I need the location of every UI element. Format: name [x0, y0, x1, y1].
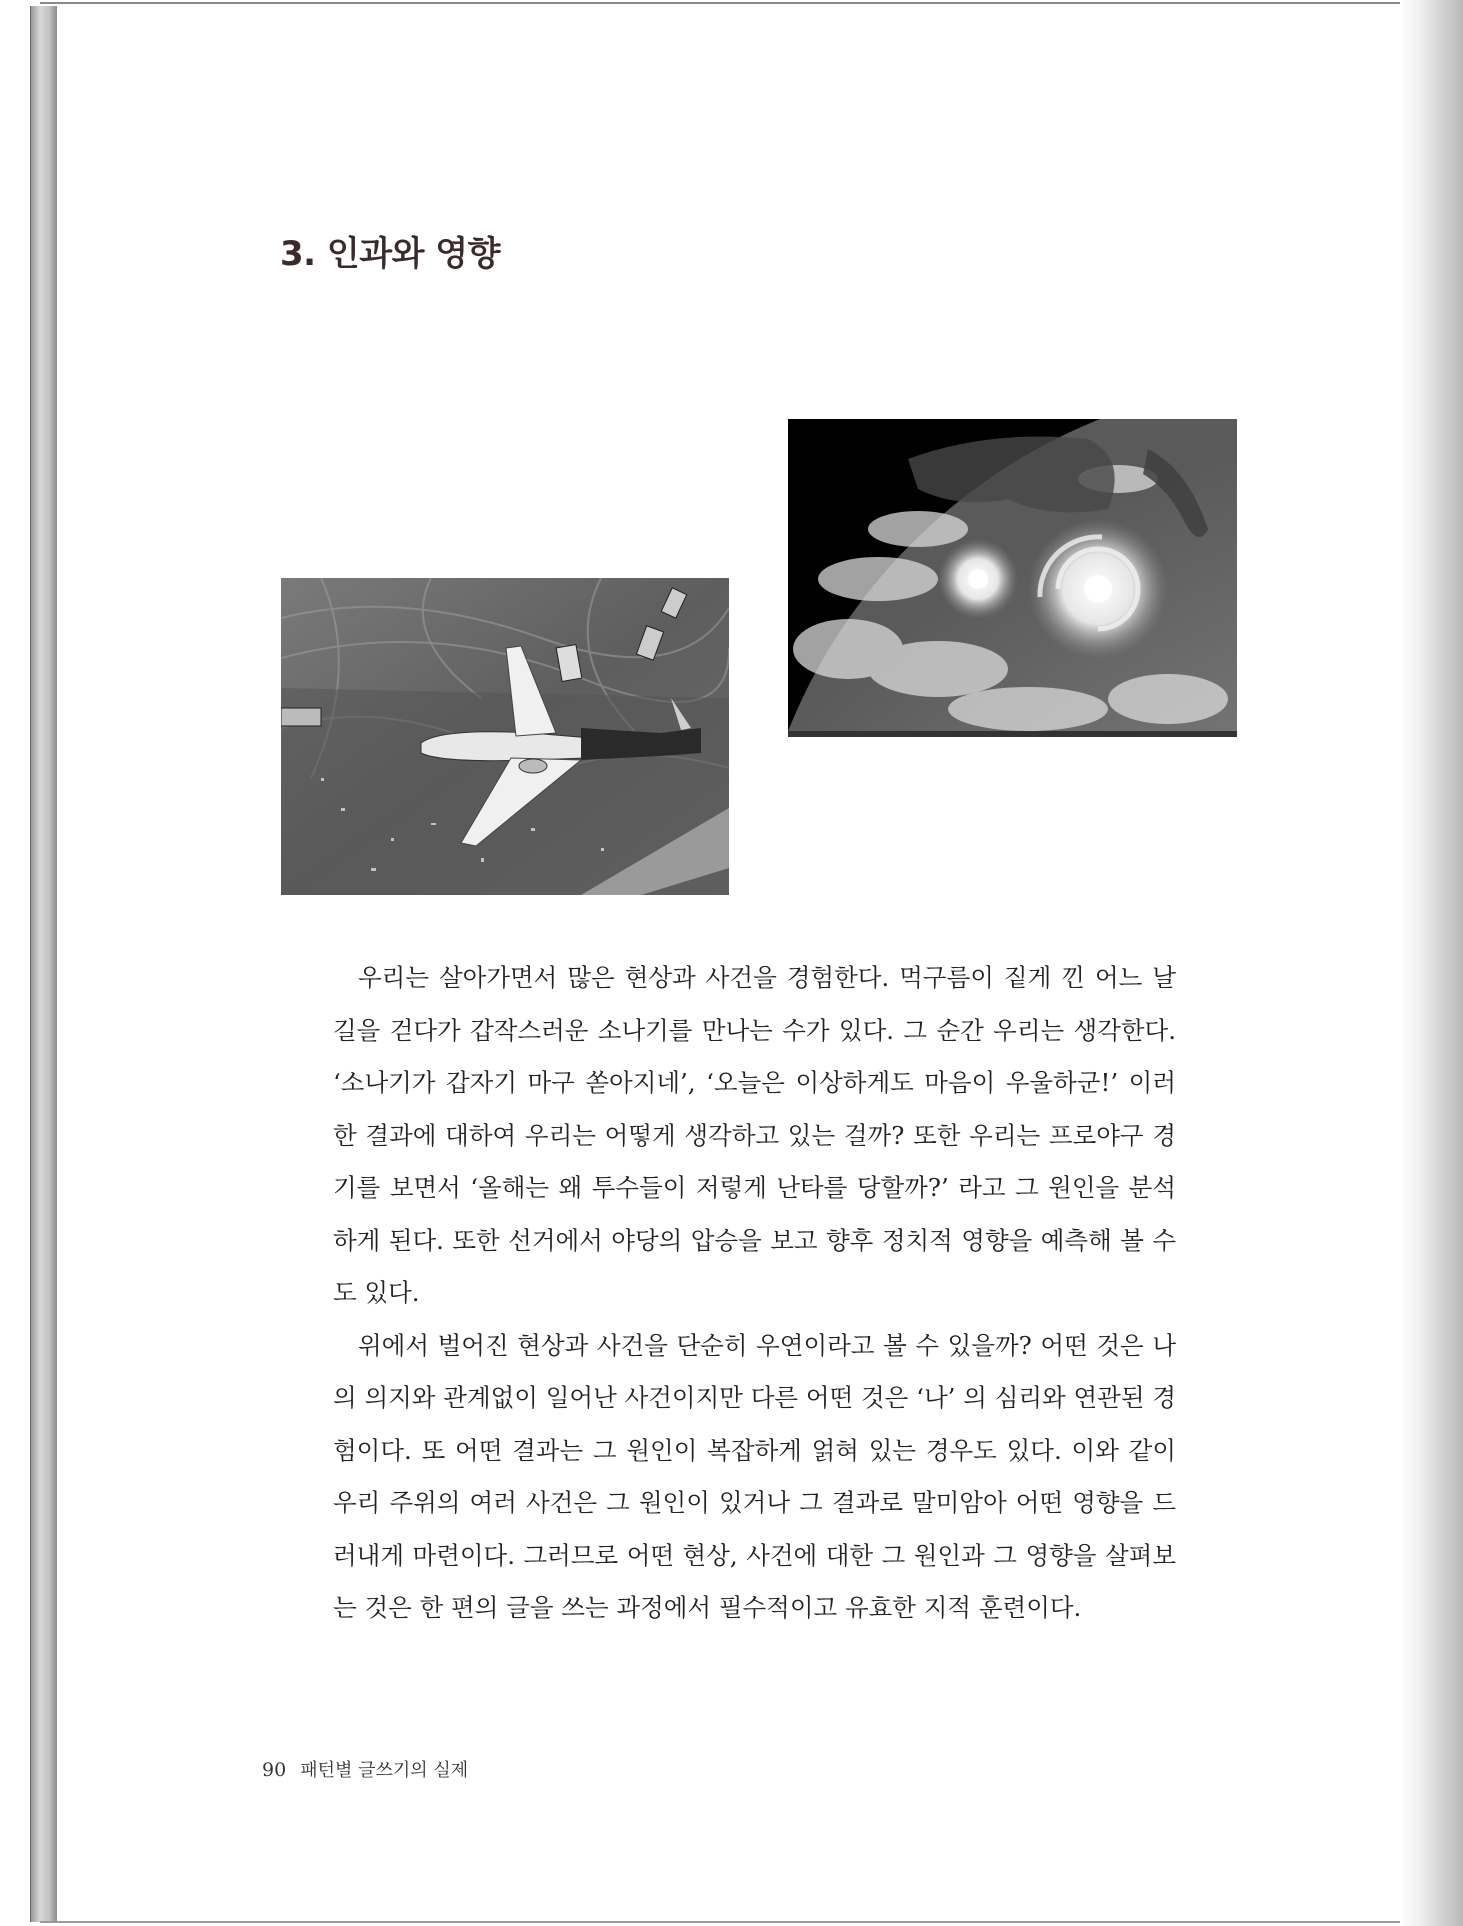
plane-crash-photo — [281, 578, 729, 895]
running-title: 패턴별 글쓰기의 실제 — [300, 1760, 469, 1781]
book-spine — [30, 6, 57, 1922]
page-footer — [262, 1756, 468, 1782]
body-text — [333, 952, 1176, 1635]
page-number: 90 — [262, 1759, 287, 1781]
page-shadow — [1400, 0, 1463, 1926]
typhoon-satellite-photo — [788, 419, 1237, 737]
section-title: 3. 인과와 영향 — [280, 234, 500, 274]
body-paragraph-2: 위에서 벌어진 현상과 사건을 단순히 우연이라고 볼 수 있을까? 어떤 것은 나의 의지와 관계없이 일어난 사건이지만 다른 어떤 것은 ‘나’ 의 심리와 연관된 경험이다. 또 어떤 결과는 그 원인이 복잡하게 얽혀 있는 경우도 있다. 이와 같이 우리 주위의 여러 사건은 그 원인이 있거나 그 결과로 말미암아 어떤 영향을 드러내게 마련이다. 그러므로 어떤 현상, 사건에 대한 그 원인과 그 영향을 살펴보는 것은 한 편의 글을 쓰는 과정에서 필수적이고 유효한 지적 훈련이다. — [333, 1330, 1176, 1622]
page-edge-top — [40, 2, 1420, 4]
page-edge-bottom — [40, 1921, 1420, 1923]
body-paragraph-1: 우리는 살아가면서 많은 현상과 사건을 경험한다. 먹구름이 짙게 낀 어느 날 길을 걷다가 갑작스러운 소나기를 만나는 수가 있다. 그 순간 우리는 생각한다. ‘소나기가 갑자기 마구 쏟아지네’, ‘오늘은 이상하게도 마음이 우울하군!’ 이러한 결과에 대하여 우리는 어떻게 생각하고 있는 걸까? 또한 우리는 프로야구 경기를 보면서 ‘올해는 왜 투수들이 저렇게 난타를 당할까?’ 라고 그 원인을 분석하게 된다. 또한 선거에서 야당의 압승을 보고 향후 정치적 영향을 예측해 볼 수도 있다. — [333, 963, 1176, 1307]
